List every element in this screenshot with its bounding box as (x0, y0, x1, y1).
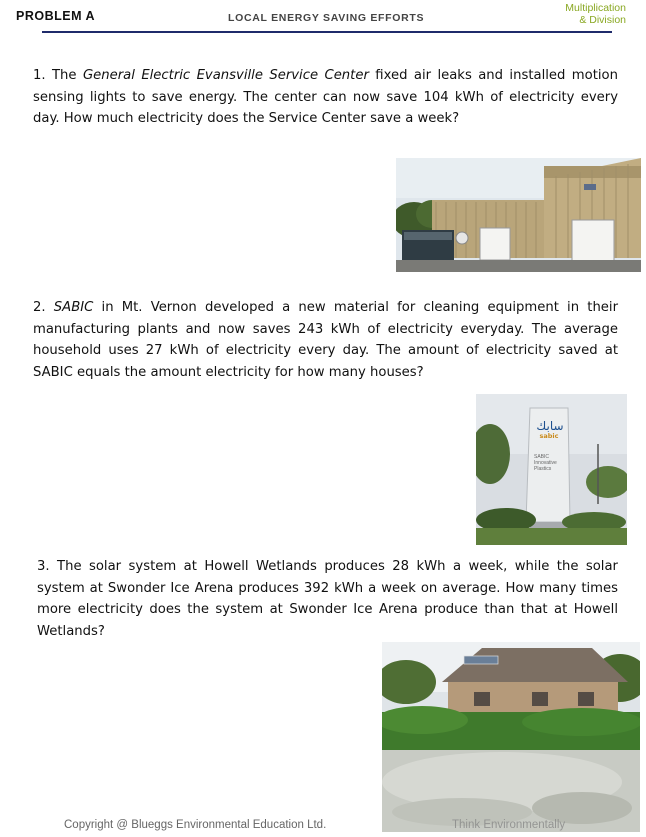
problem-label: PROBLEM A (16, 9, 96, 23)
question-1-pre: The (52, 68, 77, 83)
question-1-text: fixed air leaks and installed motion sensing lights to save energy. The center can now save 104 kWh of electricity every day. How much electricity does the Service Center save a week? (33, 68, 618, 126)
service-center-photo (396, 158, 641, 272)
question-2-text: in Mt. Vernon developed a new material for cleaning equipment in their manufacturing plants and now saves 243 kWh of electricity everyday. The average household uses 27 kWh of electricity every day. The amount of electricity saved at SABIC equals the amount electricity for how many houses? (33, 300, 618, 380)
copyright-footer: Copyright @ Blueggs Environmental Education Ltd. (64, 819, 327, 831)
sign-text-2: Innovative (534, 460, 557, 466)
question-1-number: 1. (33, 68, 46, 83)
question-3 (37, 556, 618, 642)
question-3-text: The solar system at Howell Wetlands produces 28 kWh a week, while the solar system at Swonder Ice Arena produces 392 kWh a week on average. How many times more electricity does the system at Swonder Ice Arena produce than that at Howell Wetlands? (37, 559, 618, 639)
sabic-sign-photo (476, 394, 627, 545)
question-1 (33, 65, 618, 130)
subject-label (565, 2, 626, 26)
header-rule (42, 31, 612, 33)
question-2 (33, 297, 618, 383)
question-1-entity: General Electric Evansville Service Center (82, 68, 369, 83)
question-3-number: 3. (37, 559, 50, 574)
subject-line-1: Multiplication (565, 2, 626, 14)
wetlands-photo (382, 642, 640, 832)
sign-logo-arabic: سابك (536, 419, 564, 433)
sign-text-1: SABIC (534, 454, 550, 460)
sign-text-3: Plastics (534, 466, 552, 472)
question-2-number: 2. (33, 300, 46, 315)
topic-title: LOCAL ENERGY SAVING EFFORTS (228, 12, 425, 24)
footer-tagline: Think Environmentally (452, 819, 566, 831)
question-2-entity: SABIC (53, 300, 94, 315)
sign-logo: sabic (539, 432, 559, 440)
page-header (0, 0, 646, 36)
subject-line-2: & Division (579, 14, 626, 26)
